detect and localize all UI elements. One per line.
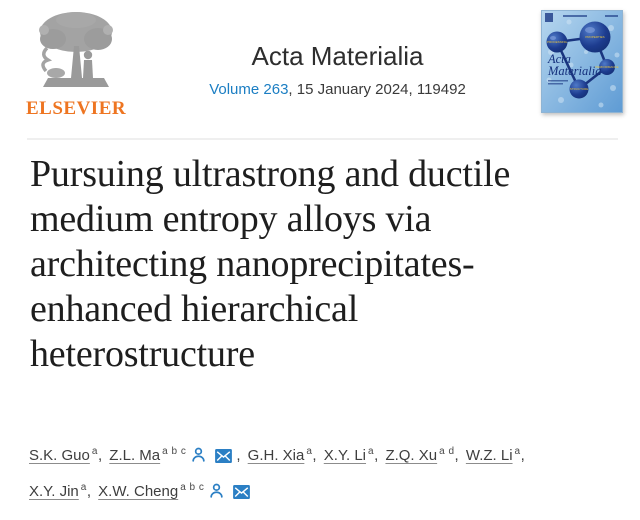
author-separator: , <box>236 447 245 464</box>
elsevier-tree-icon <box>34 79 118 96</box>
author-link[interactable]: G.H. Xia $^a$ <box>247 446 313 464</box>
journal-header <box>160 41 515 98</box>
journal-title-link[interactable]: Acta Materialia <box>251 41 424 71</box>
author-link[interactable]: X.Y. Li $^a$ <box>323 446 375 464</box>
author-separator: , <box>86 483 96 500</box>
author-link[interactable]: X.W. Cheng $^{a b c}$ <box>98 482 205 500</box>
cover-journal-title-word1: Acta <box>548 52 571 66</box>
author-separator: , <box>374 447 383 464</box>
title-line: architecting nanoprecipitates- <box>30 243 475 285</box>
author-link[interactable]: X.Y. Jin $^a$ <box>29 482 87 500</box>
author-affiliation-sup: a <box>91 446 98 457</box>
volume-issue-line <box>160 81 515 98</box>
author-separator: , <box>97 447 107 464</box>
author-separator: , <box>520 447 525 464</box>
author-link[interactable]: S.K. Guo $^a$ <box>29 446 98 464</box>
volume-link[interactable]: Volume 263 <box>209 81 289 98</box>
cover-sphere-label: PROCESSING <box>546 40 568 44</box>
elsevier-wordmark: ELSEVIER <box>26 98 127 119</box>
author-separator: , <box>312 447 321 464</box>
envelope-icon[interactable] <box>215 449 232 463</box>
title-line: medium entropy alloys via <box>30 198 432 240</box>
author-list <box>29 441 619 513</box>
header-divider <box>27 138 618 140</box>
author-affiliation-sup: a <box>514 446 521 457</box>
title-line: Pursuing ultrastrong and ductile <box>30 153 511 195</box>
author-affiliation-sup: a d <box>439 446 455 457</box>
cover-sphere-label: PROPERTIES <box>585 35 605 39</box>
person-icon[interactable] <box>190 446 207 463</box>
journal-cover-thumbnail[interactable] <box>541 10 623 113</box>
person-icon[interactable] <box>208 482 225 499</box>
author-affiliation-sup: a b c <box>180 482 205 493</box>
issue-info: , 15 January 2024, 119492 <box>288 81 466 98</box>
cover-journal-title-word2: Materialia <box>548 64 602 78</box>
author-line-1 <box>29 441 619 467</box>
cover-issn-block <box>545 13 553 22</box>
author-link[interactable]: Z.Q. Xu $^{a d}$ <box>385 446 455 464</box>
author-line-2 <box>29 477 619 503</box>
author-affiliation-sup: a <box>80 482 87 493</box>
author-link[interactable]: Z.L. Ma $^{a b c}$ <box>109 446 187 464</box>
author-link[interactable]: W.Z. Li $^a$ <box>465 446 521 464</box>
title-line: heterostructure <box>30 333 255 375</box>
elsevier-logo[interactable] <box>26 8 126 120</box>
cover-sphere-label: PERFORMANCE <box>595 65 619 69</box>
article-title <box>30 152 620 377</box>
cover-sphere-label: STRUCTURE <box>569 87 589 91</box>
author-separator: , <box>454 447 463 464</box>
author-affiliation-sup: a b c <box>162 446 187 457</box>
envelope-icon[interactable] <box>233 485 250 499</box>
author-affiliation-sup: a <box>306 446 313 457</box>
author-affiliation-sup: a <box>368 446 375 457</box>
title-line: enhanced hierarchical <box>30 288 359 330</box>
